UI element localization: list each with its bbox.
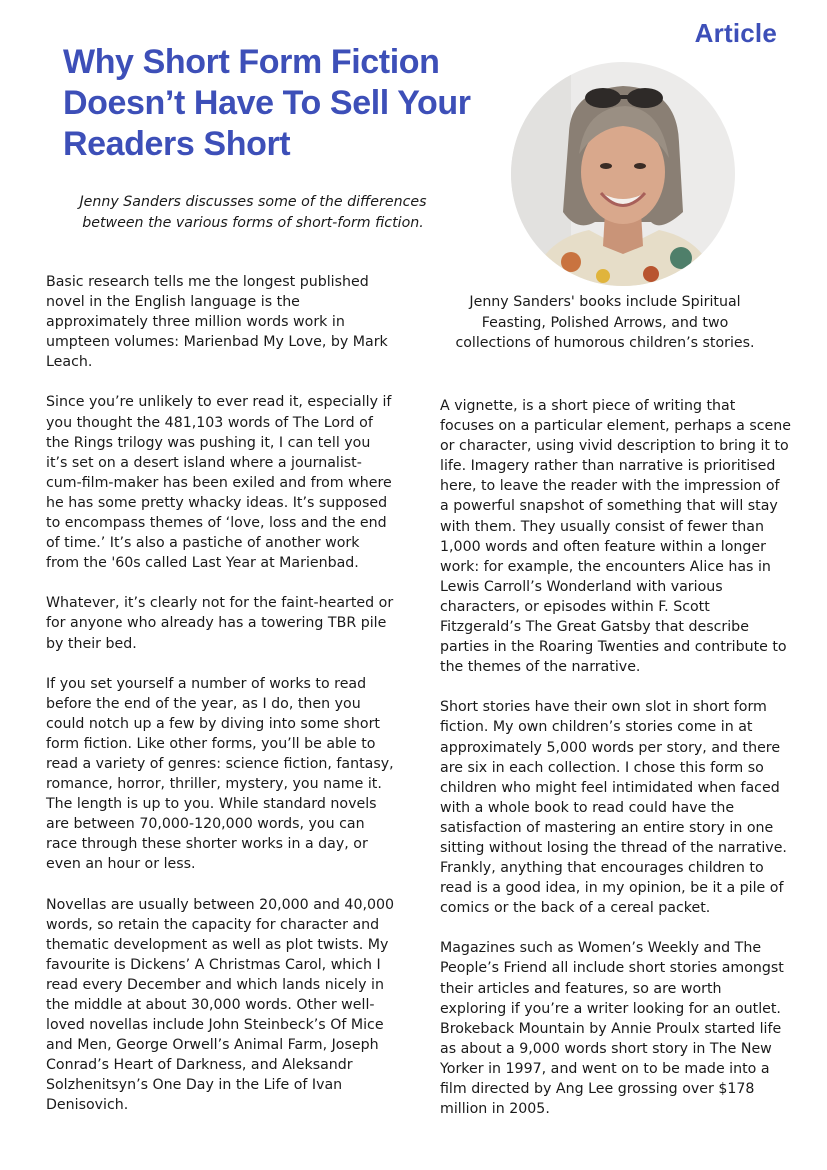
blouse-pattern [545, 274, 557, 286]
paragraph: Since you’re unlikely to ever read it, especially if you thought the 481,103 words of The Lord of the Rings trilogy was pushing it, I can tell you it’s set on a desert island where a journalist-cum-film-maker has been exiled and from where he has some pretty whacky ideas. It’s supposed to encompass themes of ‘love, loss and the end of time.’ It’s also a pastiche of another work from the '60s called Last Year at Marienbad. [46, 394, 392, 572]
photo-caption: Jenny Sanders' books include Spiritual Feasting, Polished Arrows, and two collections of humorous children’s stories. [455, 294, 755, 351]
sunglasses-left [585, 88, 621, 108]
blouse-pattern [561, 252, 581, 272]
eye-right [634, 163, 646, 169]
paragraph: Magazines such as Women’s Weekly and The People’s Friend all include short stories amongst their articles and features, so are worth exploring if you’re a writer looking for an outlet. Brokeback Mountain by Annie Proulx started life as about a 9,000 words short story in The New Yorker in 1997, and went on to be made into a film directed by Ang Lee grossing over $178 million in 2005. [440, 940, 784, 1118]
paragraph: Short stories have their own slot in short form fiction. My own children’s stories come in at approximately 5,000 words per story, and there are six in each collection. I chose this form so children who might feel intimidated when faced with a whole book to read could have the satisfaction of mastering an entire story in one sitting without losing the thread of the narrative. Frankly, anything that encourages children to read is a good idea, in my opinion, be it a pile of comics or the back of a cereal packet. [440, 699, 787, 917]
sunglasses-right [627, 88, 663, 108]
author-portrait-icon [511, 62, 735, 286]
blouse-pattern [596, 269, 610, 283]
left-column [46, 272, 396, 1136]
blouse-pattern [643, 266, 659, 282]
paragraph: Basic research tells me the longest published novel in the English language is the approximately three million words work in umpteen volumes: Marienbad My Love, by Mark Leach. [46, 274, 388, 371]
paragraph: Whatever, it’s clearly not for the faint-hearted or for anyone who already has a towering TBR pile by their bed. [46, 595, 394, 652]
eye-left [600, 163, 612, 169]
article-title: Why Short Form Fiction Doesn’t Have To Sell Your Readers Short [63, 43, 471, 163]
section-label: Article [694, 18, 777, 48]
blouse-pattern [670, 247, 692, 269]
standfirst: Jenny Sanders discusses some of the differences between the various forms of short-form fiction. [79, 194, 427, 231]
blouse-pattern [694, 273, 708, 286]
paragraph: Novellas are usually between 20,000 and 40,000 words, so retain the capacity for character and thematic development as well as plot twists. My favourite is Dickens’ A Christmas Carol, which I read every December and which lands nicely in the middle at about 30,000 words. Other well-loved novellas include John Steinbeck’s Of Mice and Men, George Orwell’s Animal Farm, Joseph Conrad’s Heart of Darkness, and Aleksandr Solzhenitsyn’s One Day in the Life of Ivan Denisovich. [46, 896, 395, 1114]
sunglasses-bridge [619, 95, 629, 99]
paragraph: If you set yourself a number of works to read before the end of the year, as I do, then you could notch up a few by diving into some short form fiction. Like other forms, you’ll be able to read a variety of genres: science fiction, fantasy, romance, horror, thriller, mystery, you name it. The length is up to you. While standard novels are between 70,000-120,000 words, you can race through these shorter works in a day, or even an hour or less. [46, 675, 394, 873]
paragraph: A vignette, is a short piece of writing that focuses on a particular element, perhaps a scene or character, using vivid description to bring it to life. Imagery rather than narrative is prioritised here, to leave the reader with the impression of a powerful snapshot of something that will stay with them. They usually consist of fewer than 1,000 words and often feature within a longer work: for example, the encounters Alice has in Lewis Carroll’s Wonderland with various characters, or episodes within F. Scott Fitzgerald’s The Great Gatsby that describe parties in the Roaring Twenties and contribute to the themes of the narrative. [440, 398, 791, 676]
right-column [440, 396, 792, 1139]
author-photo [511, 62, 735, 286]
